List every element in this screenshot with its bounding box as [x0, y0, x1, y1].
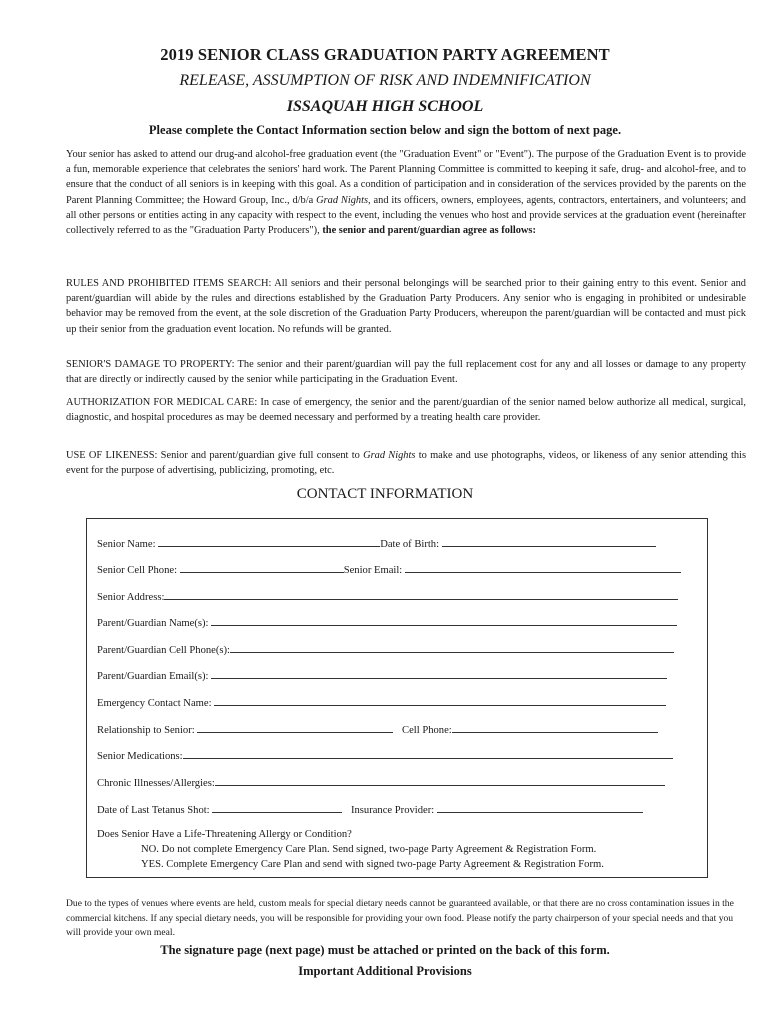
row-parent-cell — [97, 642, 674, 656]
chronic-field[interactable] — [215, 775, 665, 786]
relationship-field[interactable] — [197, 722, 393, 733]
row-chronic — [97, 775, 665, 789]
contact-title: CONTACT INFORMATION — [296, 486, 474, 502]
senior-address-field[interactable] — [164, 589, 678, 600]
damage-paragraph: SENIOR'S DAMAGE TO PROPERTY: The senior and their parent/guardian will pay the full replacement cost for any and all losses or damage to any property that are directly or indirectly caused by the senior while participating in the Graduation Event. — [66, 359, 746, 386]
document-title: 2019 SENIOR CLASS GRADUATION PARTY AGREEMENT — [160, 45, 610, 64]
parent-names-field[interactable] — [211, 615, 677, 626]
likeness-text-1: USE OF LIKENESS: Senior and parent/guardian give full consent to — [66, 450, 364, 461]
senior-email-label: Senior Email: — [343, 565, 403, 576]
allergy-yes-option: YES. Complete Emergency Care Plan and send with signed two-page Party Agreement & Registration Form. — [141, 859, 604, 870]
parent-email-field[interactable] — [211, 668, 667, 679]
likeness-paragraph — [66, 448, 746, 478]
medications-field[interactable] — [183, 748, 673, 759]
likeness-text-2: to make and use photographs, videos, or likeness of any senior attending this event for the purpose of advertising, publicizing, promoting, etc. — [66, 450, 746, 477]
relationship-label: Relationship to Senior: — [97, 725, 195, 736]
tetanus-label: Date of Last Tetanus Shot: — [97, 805, 210, 816]
row-medications — [97, 748, 673, 762]
parent-cell-label: Parent/Guardian Cell Phone(s): — [97, 645, 230, 656]
row-senior-cell — [97, 562, 681, 576]
senior-email-field[interactable] — [405, 562, 681, 573]
row-tetanus — [97, 802, 643, 816]
relationship-cell-field[interactable] — [452, 722, 658, 733]
intro-paragraph — [66, 147, 746, 238]
intro-text-2: and its officers, owners, employees, agents, contractors, entertainers, and volunteers; and all other persons or entities acting in any capacity with respect to the event, including the venues who host and provide services at the graduation event (hereinafter collectively referred to as the "Graduation Party Producers"), — [66, 194, 746, 237]
instruction-line: Please complete the Contact Information section below and sign the bottom of next page. — [148, 123, 622, 137]
row-relationship — [97, 722, 658, 736]
additional-provisions-heading: Important Additional Provisions — [298, 964, 472, 978]
dob-field[interactable] — [442, 536, 656, 547]
intro-agree-bold: the senior and parent/guardian agree as follows: — [322, 225, 536, 237]
insurance-label: Insurance Provider: — [350, 805, 435, 816]
row-parent-email — [97, 668, 667, 682]
allergy-no-option: NO. Do not complete Emergency Care Plan. Send signed, two-page Party Agreement & Registration Form. — [141, 844, 597, 855]
relationship-cell-label: Cell Phone: — [402, 725, 452, 736]
emergency-field[interactable] — [214, 695, 666, 706]
school-name: ISSAQUAH HIGH SCHOOL — [286, 98, 484, 115]
parent-email-label: Parent/Guardian Email(s): — [97, 671, 209, 682]
contact-box — [86, 518, 708, 878]
parent-names-label: Parent/Guardian Name(s): — [97, 618, 209, 629]
senior-cell-label: Senior Cell Phone: — [97, 565, 178, 576]
senior-cell-field[interactable] — [180, 562, 344, 573]
dietary-note: Due to the types of venues where events are held, custom meals for special dietary needs cannot be guaranteed available, or that there are no cross contamination issues in the commercial kitchens. If any special dietary needs, you will be responsible for providing your own food. Please notify the party chairperson of your special needs and that you will provide your own meal. — [66, 898, 734, 939]
document-subtitle: RELEASE, ASSUMPTION OF RISK AND INDEMNIFICATION — [179, 72, 591, 89]
rules-paragraph: RULES AND PROHIBITED ITEMS SEARCH: All seniors and their personal belongings will be searched prior to their gaining entry to this event. Senior and parent/guardian will abide by the rules and directions established by the Graduation Party Producers. Any senior who is engaging in prohibited or undesirable behavior may be removed from the event, at the sole discretion of the Graduation Party Producers, whereupon the parent/guardian will be contacted and must pick up their senior from the graduation event location. No refunds will be granted. — [66, 278, 746, 335]
senior-address-label: Senior Address: — [97, 592, 165, 603]
chronic-label: Chronic Illnesses/Allergies: — [97, 778, 215, 789]
row-senior-address — [97, 589, 678, 603]
insurance-field[interactable] — [437, 802, 643, 813]
senior-name-label: Senior Name: — [97, 539, 156, 550]
medical-paragraph: AUTHORIZATION FOR MEDICAL CARE: In case of emergency, the senior and the parent/guardian of the senior named below authorize all medical, surgical, diagnostic, and hospital procedures as may be deemed necessary and performed by a treating health care provider. — [66, 397, 746, 424]
emergency-label: Emergency Contact Name: — [97, 698, 212, 709]
dob-label: Date of Birth: — [380, 539, 440, 550]
grad-nights-italic: Grad Nights, — [316, 194, 371, 206]
parent-cell-field[interactable] — [230, 642, 674, 653]
allergy-question: Does Senior Have a Life-Threatening Allergy or Condition? — [97, 829, 352, 840]
intro-text-1: Your senior has asked to attend our drug-and alcohol-free graduation event (the "Graduation Event" or "Event"). The purpose of the Graduation Event is to provide a fun, memorable experience that celebrates the seniors' hard work. The Parent Planning Committee is committed to keeping it safe, drug- and alcohol-free, and to ensure that the conduct of all seniors is in keeping with this goal. As a condition of participation and in consideration of the services provided by the parents on the Parent Planning Committee; the Howard Group, Inc., d/b/a — [66, 149, 746, 206]
senior-name-field[interactable] — [158, 536, 380, 547]
row-senior-name — [97, 536, 656, 550]
row-emergency — [97, 695, 666, 709]
likeness-grad-italic: Grad Nights — [363, 450, 416, 461]
signature-notice: The signature page (next page) must be attached or printed on the back of this form. — [160, 943, 610, 957]
medications-label: Senior Medications: — [97, 751, 183, 762]
tetanus-field[interactable] — [212, 802, 342, 813]
row-parent-names — [97, 615, 677, 629]
